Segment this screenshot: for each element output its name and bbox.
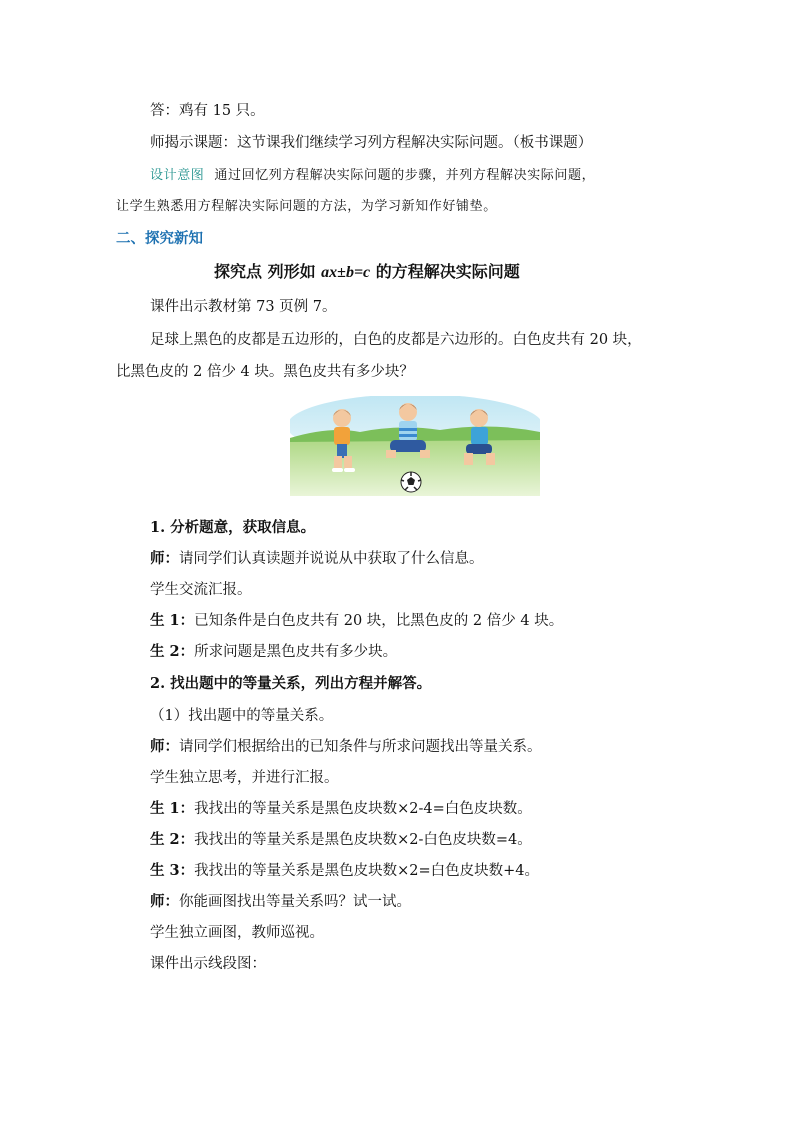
- speech-text: 你能画图找出等量关系吗？试一试。: [179, 894, 411, 910]
- step-1-heading: 1. 分析题意，获取信息。: [150, 519, 316, 536]
- speaker-label: 生 1：: [150, 800, 195, 817]
- student-2-line-b: [150, 830, 532, 850]
- speech-text: 我找出的等量关系是黑色皮块数×2-白色皮块数=4。: [194, 832, 532, 848]
- title-suffix: 的方程解决实际问题: [370, 262, 520, 281]
- students-think: 学生独立思考，并进行汇报。: [150, 770, 339, 786]
- courseware-example: 课件出示教材第 73 页例 7。: [150, 299, 337, 315]
- design-intent-label: 设计意图: [150, 168, 205, 183]
- students-report: 学生交流汇报。: [150, 582, 252, 598]
- students-draw: 学生独立画图，教师巡视。: [150, 925, 324, 941]
- teacher-line-3: [150, 892, 411, 912]
- courseware-line-diagram: 课件出示线段图：: [150, 956, 266, 972]
- teacher-line-1: [150, 549, 484, 569]
- speaker-label: 生 3：: [150, 862, 195, 879]
- student-1-line-a: [150, 611, 563, 631]
- teacher-reveals-topic: 师揭示课题：这节课我们继续学习列方程解决实际问题。（板书课题）: [150, 135, 593, 151]
- speech-text: 所求问题是黑色皮共有多少块。: [194, 644, 398, 660]
- student-3-line: [150, 861, 539, 881]
- design-intent-line-1: [150, 165, 595, 186]
- speech-text: 请同学们根据给出的已知条件与所求问题找出等量关系。: [179, 739, 542, 755]
- boys-soccer-ball-illustration: [290, 396, 540, 496]
- section-heading: 二、探究新知: [116, 230, 203, 247]
- answer-line: 答：鸡有 15 只。: [150, 103, 265, 119]
- design-intent-text-1: 通过回忆列方程解决实际问题的步骤，并列方程解决实际问题，: [214, 168, 596, 183]
- lesson-title: [214, 262, 520, 283]
- speaker-label: 生 2：: [150, 831, 195, 848]
- title-equation: ax±b=c: [321, 264, 371, 281]
- speaker-label: 生 2：: [150, 643, 195, 660]
- speech-text: 请同学们认真读题并说说从中获取了什么信息。: [179, 551, 484, 567]
- student-1-line-b: [150, 799, 532, 819]
- speech-text: 我找出的等量关系是黑色皮块数×2-4=白色皮块数。: [194, 801, 532, 817]
- design-intent-line-2: 让学生熟悉用方程解决实际问题的方法，为学习新知作好铺垫。: [116, 199, 497, 214]
- speaker-label: 师：: [150, 550, 179, 567]
- speaker-label: 师：: [150, 738, 179, 755]
- title-prefix: 探究点 列形如: [214, 262, 322, 281]
- substep-1: （1）找出题中的等量关系。: [150, 708, 334, 724]
- speech-text: 我找出的等量关系是黑色皮块数×2=白色皮块数+4。: [194, 863, 540, 879]
- problem-line-1: 足球上黑色的皮都是五边形的，白色的皮都是六边形的。白色皮共有 20 块，: [150, 332, 642, 348]
- speaker-label: 师：: [150, 893, 179, 910]
- step-2-heading: 2. 找出题中的等量关系，列出方程并解答。: [150, 675, 432, 692]
- problem-line-2: 比黑色皮的 2 倍少 4 块。黑色皮共有多少块？: [116, 364, 414, 380]
- student-2-line-a: [150, 642, 397, 662]
- speech-text: 已知条件是白色皮共有 20 块，比黑色皮的 2 倍少 4 块。: [194, 613, 564, 629]
- teacher-line-2: [150, 737, 542, 757]
- speaker-label: 生 1：: [150, 612, 195, 629]
